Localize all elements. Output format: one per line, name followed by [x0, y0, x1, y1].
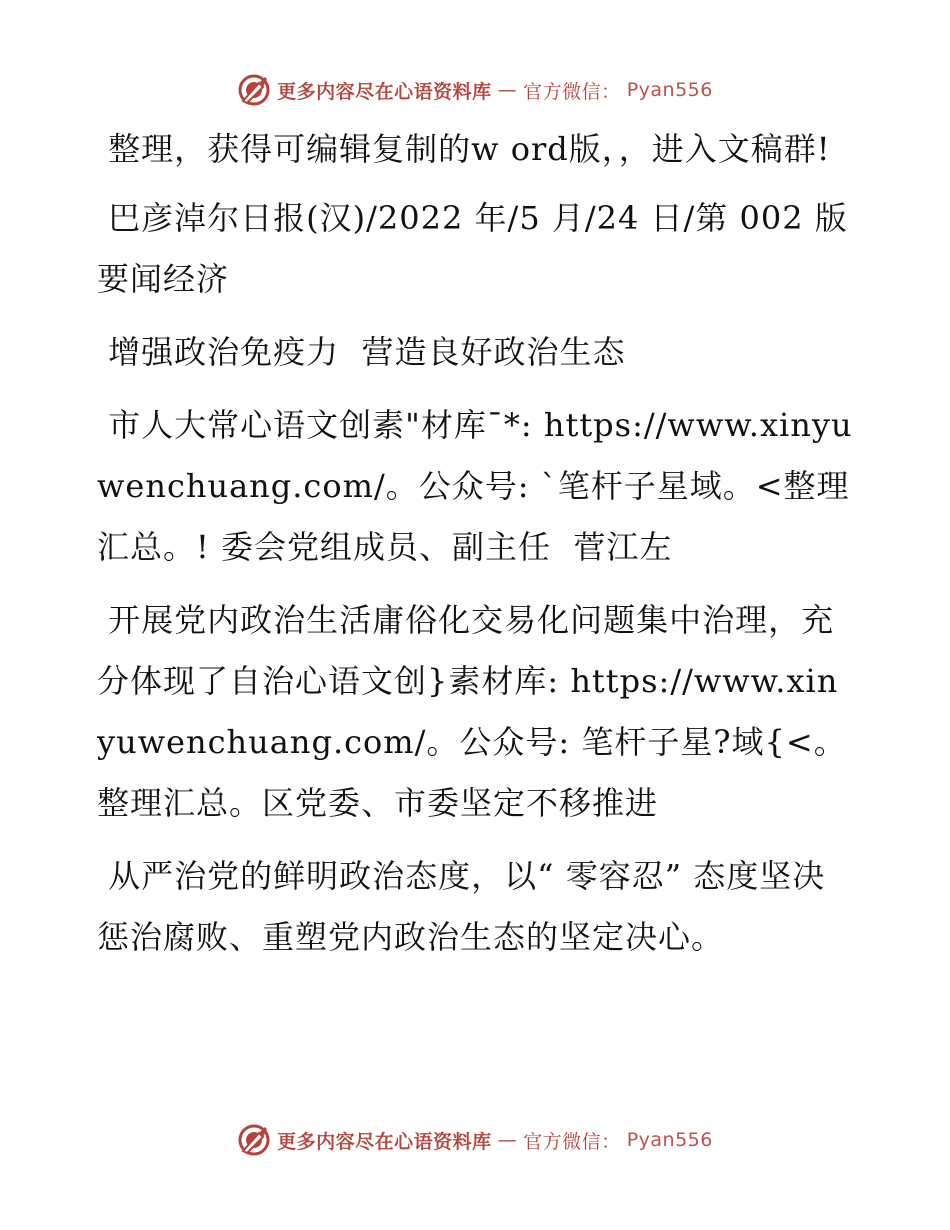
paragraph-headline: 增强政治免疫力 营造良好政治生态 [97, 333, 626, 371]
banner-account-value: Pyan556 [626, 79, 713, 101]
pen-nib-logo-icon [237, 1123, 271, 1157]
banner-account-label: 官方微信： [523, 1130, 621, 1153]
paragraph-body-1: 开展党内政治生活庸俗化交易化问题集中治理，充分体现了自治心语文创}素材库: https://www.xinyuwenchuang.com/。公众号: 笔杆子星?域{<。整理汇总。区党委、市委坚定不移推进 [97, 601, 847, 822]
paragraph-source: 巴彦淖尔日报(汉)/2022 年/5 月/24 日/第 002 版要闻经济 [97, 199, 848, 298]
banner-title: 更多内容尽在心语资料库 [277, 80, 492, 103]
document-body [97, 119, 857, 968]
footer-banner [0, 1118, 950, 1162]
pen-nib-logo-icon [237, 73, 271, 107]
banner-dash: — [497, 1129, 518, 1151]
header-banner [0, 68, 950, 112]
banner-dash: — [497, 79, 518, 101]
paragraph-body-2: 从严治党的鲜明政治态度，以“ 零容忍” 态度坚决惩治腐败、重塑党内政治生态的坚定决心。 [97, 857, 826, 956]
banner-account-value: Pyan556 [626, 1129, 713, 1151]
banner-account-label: 官方微信： [523, 80, 621, 103]
paragraph-author: 市人大常心语文创素"材库¯*: https://www.xinyuwenchuang.com/。公众号: `笔杆子星域。<整理汇总。! 委会党组成员、副主任 菅江左 [97, 406, 853, 566]
paragraph-intro: 整理，获得可编辑复制的w ord版，，进入文稿群! [97, 130, 831, 168]
banner-title: 更多内容尽在心语资料库 [277, 1130, 492, 1153]
